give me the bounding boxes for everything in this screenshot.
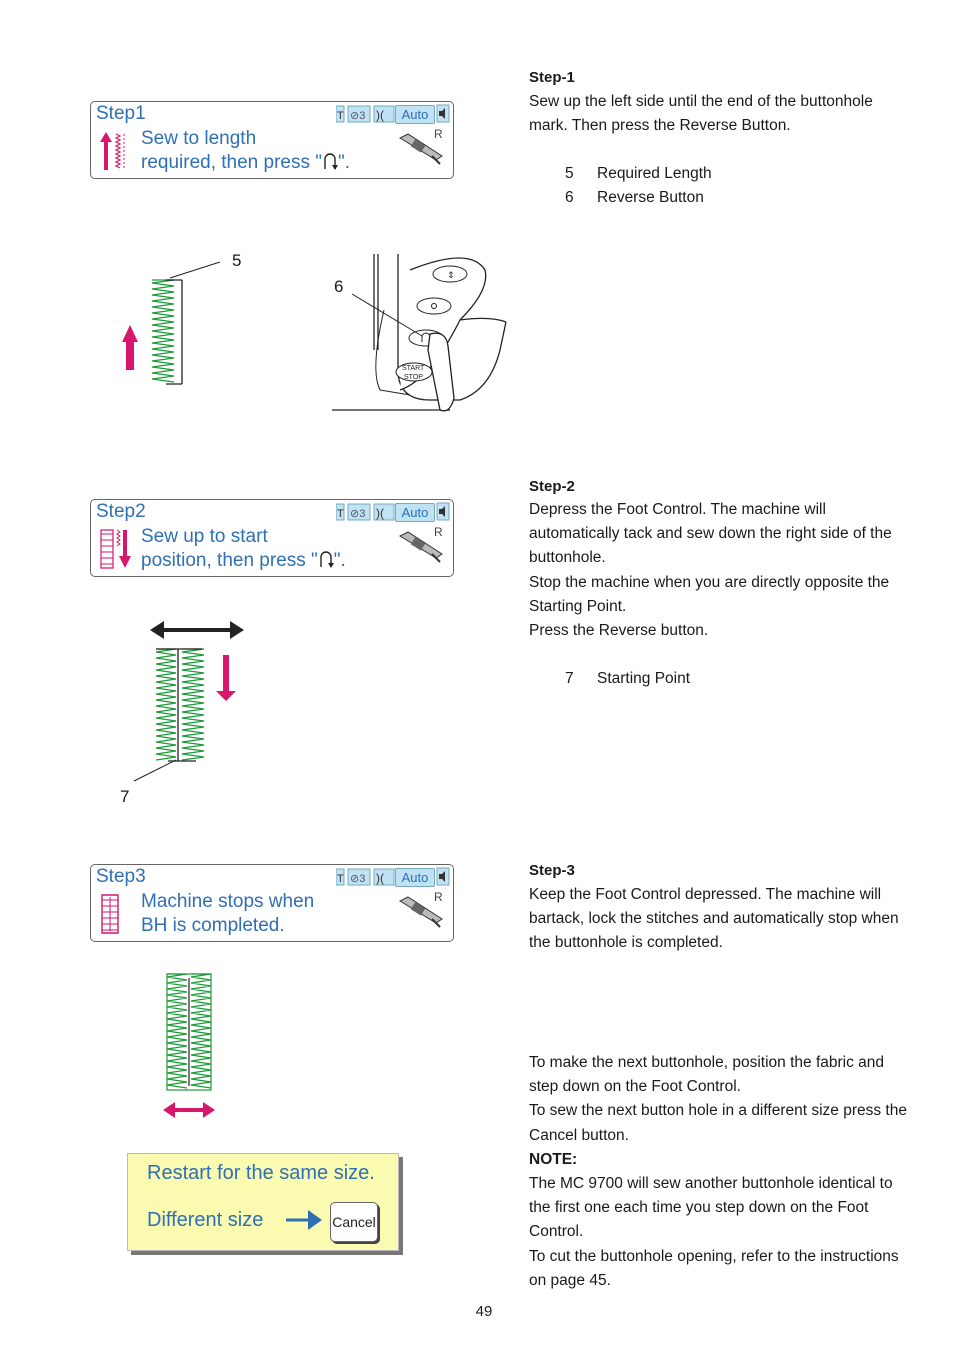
left-side-zigzag-stitch	[152, 280, 174, 382]
lcd-status-icons	[336, 503, 396, 523]
buttonhole-right-stitch-icon	[99, 526, 133, 572]
svg-text:T: T	[337, 110, 344, 122]
right-side-zigzag-stitch	[191, 974, 211, 1088]
r-indicator: R	[434, 525, 443, 539]
finger-pressing	[428, 333, 454, 411]
note-para-2: To cut the buttonhole opening, refer to the instructions on page 45.	[529, 1247, 899, 1289]
lock-stitch-button	[417, 298, 451, 314]
speaker-icon	[436, 867, 450, 887]
step2-para-1: Depress the Foot Control. The machine will automatically tack and sew down the right side of the buttonhole.	[529, 501, 892, 567]
sewing-machine-button-panel-illustration	[330, 250, 510, 420]
down-arrow-head	[216, 691, 236, 701]
r-indicator: R	[434, 890, 443, 904]
auto-badge: Auto	[395, 105, 435, 124]
buttonhole-foot-icon	[396, 130, 446, 170]
svg-text:)(: )(	[376, 108, 384, 122]
buttonhole-complete-stitch-icon	[99, 891, 123, 937]
list-item: 7 Starting Point	[565, 670, 691, 687]
auto-badge: Auto	[395, 868, 435, 887]
r-indicator: R	[434, 127, 443, 141]
speaker-icon	[436, 502, 450, 522]
required-length-bracket	[166, 280, 182, 384]
step1-item-list	[565, 162, 712, 210]
up-arrow-shaft	[126, 340, 134, 370]
left-side-zigzag-stitch	[156, 649, 176, 760]
callout-6: 6	[334, 277, 344, 296]
step3-buttonhole-diagram	[155, 970, 235, 1125]
note-para-1: The MC 9700 will sew another buttonhole identical to the first one each time you step down on the Foot Control.	[529, 1175, 893, 1241]
lcd-message	[141, 127, 350, 175]
lcd-status-icons	[336, 868, 396, 888]
lcd-message	[141, 890, 314, 938]
lcd-line-1: Sew up to start	[141, 526, 268, 547]
lcd-title: Step2	[96, 501, 146, 522]
svg-text:⇕: ⇕	[447, 271, 455, 281]
svg-text:⊘3: ⊘3	[350, 873, 366, 885]
step3-heading: Step-3	[529, 862, 575, 879]
left-side-zigzag-stitch	[167, 974, 187, 1088]
lcd-status-icons	[336, 105, 396, 125]
next-para-1: To make the next buttonhole, position the fabric and step down on the Foot Control.	[529, 1054, 885, 1096]
lcd-line-2: required, then press " ".	[141, 152, 351, 173]
step3-body: Keep the Foot Control depressed. The machine will bartack, lock the stitches and automatically stop when the buttonhole is completed.	[529, 886, 899, 952]
arrow-right-icon	[284, 1208, 324, 1232]
step3-lcd-panel	[90, 864, 454, 942]
auto-badge: Auto	[395, 503, 435, 522]
step1-heading: Step-1	[529, 69, 575, 86]
lcd-title: Step3	[96, 866, 146, 887]
buttonhole-foot-icon	[396, 528, 446, 568]
buttonhole-foot-icon	[396, 893, 446, 933]
up-arrow-head	[122, 325, 138, 342]
lcd-line-2: BH is completed.	[141, 915, 285, 936]
step1-body: Sew up the left side until the end of the buttonhole mark. Then press the Reverse Button.	[529, 93, 873, 135]
next-para-2: To sew the next button hole in a different size press the Cancel button.	[529, 1102, 907, 1144]
step2-heading: Step-2	[529, 478, 575, 495]
lcd-line-1: Sew to length	[141, 128, 257, 149]
step2-body	[529, 498, 914, 643]
svg-text:⊘3: ⊘3	[350, 508, 366, 520]
restart-options-panel	[127, 1153, 399, 1251]
cancel-button[interactable]: Cancel	[330, 1202, 378, 1242]
lcd-title: Step1	[96, 103, 146, 124]
note-label: NOTE:	[529, 1150, 578, 1168]
next-buttonhole-section	[529, 1051, 914, 1293]
reverse-button-icon	[322, 151, 338, 171]
buttonhole-left-stitch-icon	[99, 130, 129, 174]
svg-text:)(: )(	[376, 871, 384, 885]
svg-text:T: T	[337, 873, 344, 885]
lcd-line-2: position, then press " ".	[141, 550, 346, 571]
callout-7: 7	[120, 787, 130, 806]
step2-buttonhole-diagram	[110, 615, 250, 815]
step2-para-2: Stop the machine when you are directly opposite the Starting Point.	[529, 573, 890, 615]
list-item: 5 Required Length	[565, 165, 712, 182]
svg-text:⊘3: ⊘3	[350, 110, 366, 122]
lcd-message	[141, 525, 346, 573]
step1-buttonhole-diagram	[110, 250, 250, 390]
different-size-label: Different size	[147, 1209, 264, 1231]
step2-para-3: Press the Reverse button.	[529, 622, 709, 640]
callout-line-7	[134, 760, 176, 781]
reverse-button-icon	[318, 549, 334, 569]
svg-text:T: T	[337, 508, 344, 520]
speaker-icon	[436, 104, 450, 124]
step2-lcd-panel	[90, 499, 454, 577]
list-item: 6 Reverse Button	[565, 189, 704, 207]
page-number: 49	[475, 1303, 493, 1320]
start-stop-label-2: STOP	[404, 374, 423, 381]
right-side-zigzag-stitch	[182, 649, 204, 760]
callout-5: 5	[232, 251, 242, 270]
lcd-line-1: Machine stops when	[141, 891, 315, 912]
start-stop-label-1: START	[402, 365, 425, 372]
step1-lcd-panel	[90, 101, 454, 179]
restart-same-size-label: Restart for the same size.	[147, 1162, 375, 1184]
svg-text:)(: )(	[376, 506, 384, 520]
step2-item-list	[565, 667, 690, 691]
callout-line-5	[170, 262, 220, 278]
down-arrow-shaft	[223, 655, 229, 693]
